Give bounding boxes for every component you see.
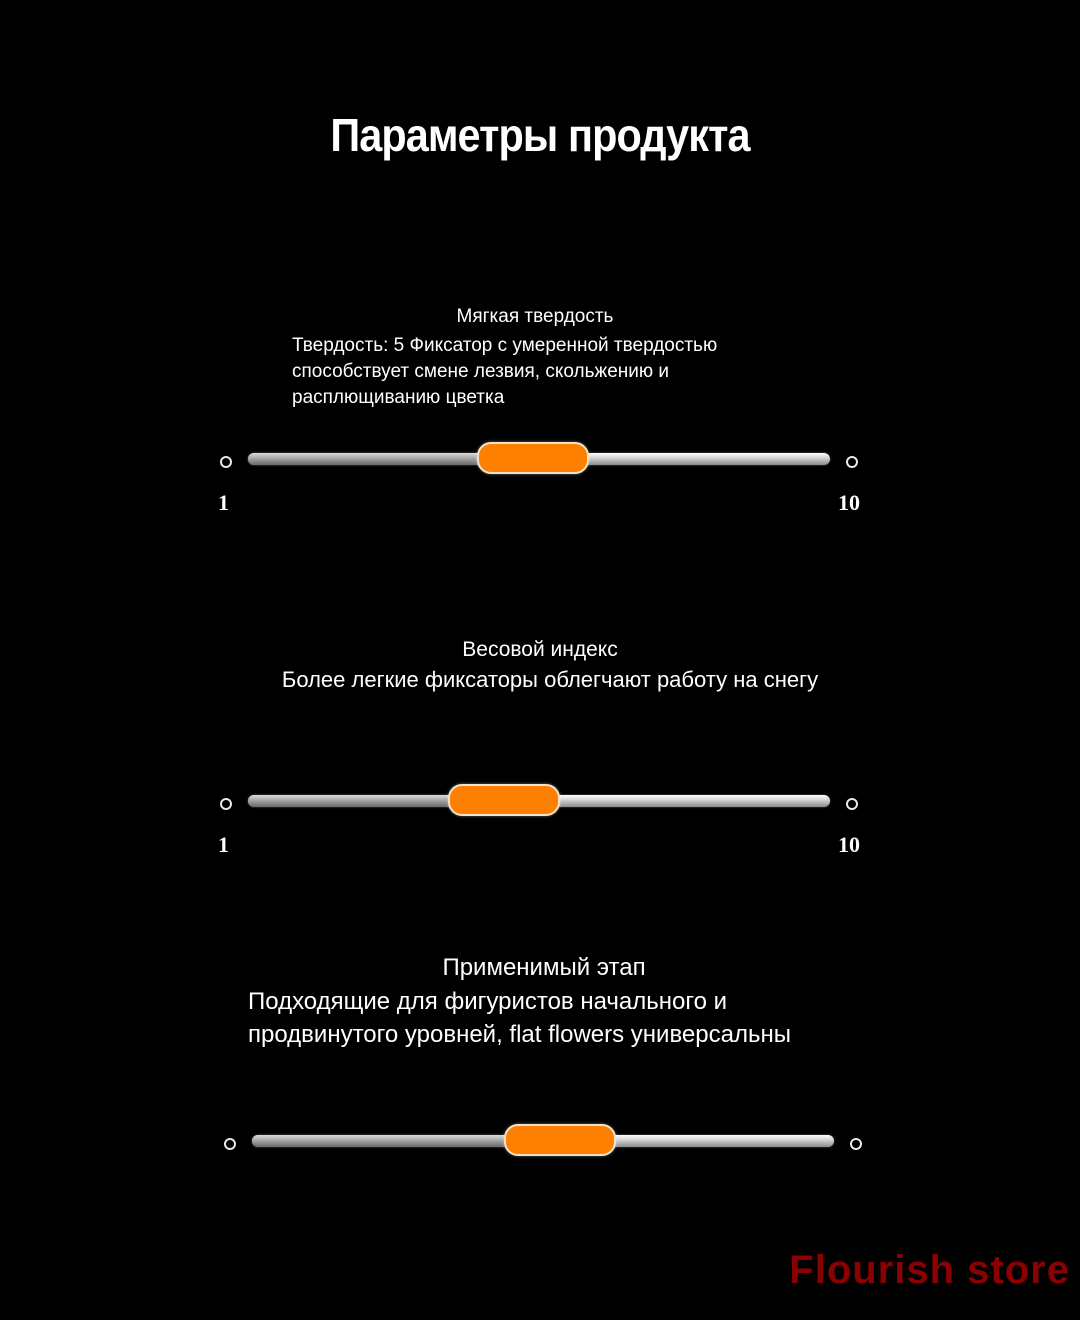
weight-index-max-label: 10: [838, 832, 860, 857]
hardness-max-label: 10: [838, 490, 860, 515]
slider-max-dot: [846, 798, 858, 810]
hardness-description: Твердость: 5 Фиксатор с умеренной твердостью способствует смене лезвия, скольжению и расплющиванию цветка: [292, 335, 718, 408]
applicable-stage-title: Применимый этап: [442, 954, 646, 981]
slider-thumb[interactable]: [448, 784, 560, 816]
weight-index-description: Более легкие фиксаторы облегчают работу на снегу: [281, 667, 819, 692]
applicable-stage-description: Подходящие для фигуристов начального и продвинутого уровней, flat flowers универсальны: [248, 988, 791, 1048]
slider-max-dot: [850, 1138, 862, 1150]
slider-min-dot: [224, 1138, 236, 1150]
weight-index-title: Весовой индекс: [462, 638, 618, 661]
hardness-slider[interactable]: [0, 442, 1080, 482]
hardness-min-label: 1: [218, 490, 229, 515]
weight-index-min-label: 1: [218, 832, 229, 857]
store-watermark: Flourish store: [789, 1248, 1070, 1292]
weight-index-slider[interactable]: [0, 784, 1080, 824]
slider-thumb[interactable]: [504, 1124, 616, 1156]
slider-thumb[interactable]: [477, 442, 589, 474]
slider-max-dot: [846, 456, 858, 468]
page-title: Параметры продукта: [330, 109, 750, 161]
slider-min-dot: [220, 456, 232, 468]
applicable-stage-slider[interactable]: [0, 1124, 1080, 1164]
slider-min-dot: [220, 798, 232, 810]
hardness-title: Мягкая твердость: [456, 306, 614, 327]
